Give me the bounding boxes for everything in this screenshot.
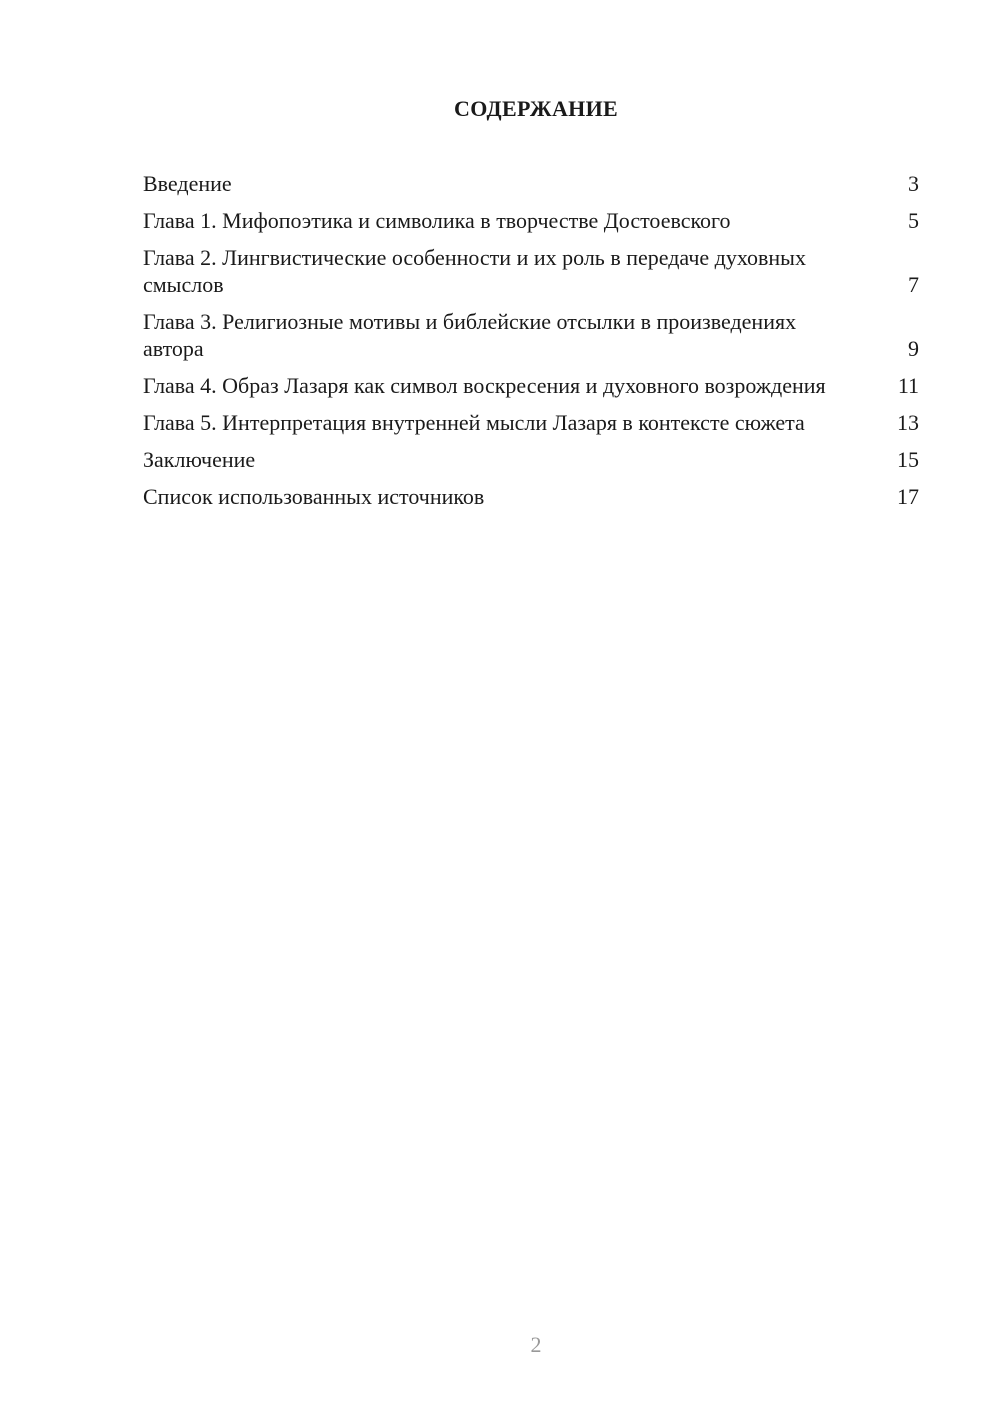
toc-entry-title: Введение	[143, 171, 232, 196]
toc-entry-title: Глава 2. Лингвистические особенности и их роль в передаче духовных смыслов	[143, 245, 806, 297]
toc-entry-page: 13	[897, 410, 919, 435]
toc-entry-page: 7	[908, 272, 919, 297]
toc-entry	[143, 372, 919, 399]
toc-entry-page: 5	[908, 208, 919, 233]
toc-entry-title: Глава 4. Образ Лазаря как символ воскресения и духовного возрождения	[143, 373, 826, 398]
toc-entry	[143, 244, 919, 298]
toc-entry-page: 15	[897, 447, 919, 472]
toc-heading: СОДЕРЖАНИЕ	[454, 96, 618, 121]
toc-entry-title: Глава 1. Мифопоэтика и символика в творчестве Достоевского	[143, 208, 731, 233]
toc-entry	[143, 483, 919, 510]
toc-entry-title: Список использованных источников	[143, 484, 485, 509]
toc-entry	[143, 446, 919, 473]
toc-entry	[143, 308, 919, 362]
toc-entry-title: Глава 3. Религиозные мотивы и библейские отсылки в произведениях автора	[143, 309, 797, 361]
toc-entry-title: Заключение	[143, 447, 256, 472]
toc-entry	[143, 170, 919, 197]
toc-entry	[143, 207, 919, 234]
toc-entry	[143, 409, 919, 436]
toc-entry-page: 9	[908, 336, 919, 361]
toc-entry-title: Глава 5. Интерпретация внутренней мысли Лазаря в контексте сюжета	[143, 410, 805, 435]
page-number: 2	[530, 1332, 542, 1357]
toc-entry-page: 17	[897, 484, 919, 509]
toc-entry-page: 11	[897, 373, 919, 398]
toc-list	[143, 170, 919, 520]
toc-entry-page: 3	[908, 171, 919, 196]
